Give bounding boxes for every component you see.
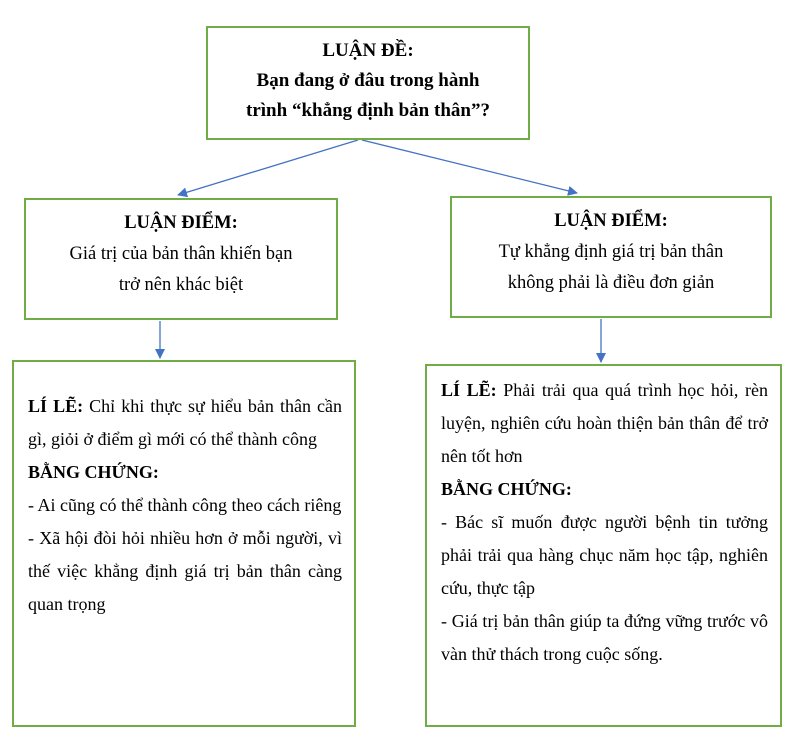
right-reason-label: LÍ LẼ: — [441, 380, 497, 400]
right-detail-box — [425, 364, 782, 727]
left-argument-line-2: trở nên khác biệt — [118, 275, 244, 295]
thesis-label: LUẬN ĐỀ: — [322, 40, 414, 61]
left-argument-line-1: Giá trị của bản thân khiến bạn — [69, 244, 293, 264]
left-argument-box — [24, 198, 338, 320]
left-reason — [28, 390, 342, 456]
thesis-box — [206, 26, 530, 140]
right-argument-label: LUẬN ĐIỂM: — [554, 211, 668, 231]
thesis-line-1: Bạn đang ở đâu trong hành — [256, 70, 480, 91]
left-argument-label: LUẬN ĐIỂM: — [124, 213, 238, 233]
left-reason-text: Chỉ khi thực sự hiểu bản thân cần gì, giỏi ở điểm gì mới có thể thành công — [28, 396, 342, 449]
left-reason-label: LÍ LẼ: — [28, 396, 84, 416]
left-evidence-item-1: - Ai cũng có thể thành công theo cách riêng — [28, 495, 342, 515]
right-evidence-item-2: - Giá trị bản thân giúp ta đứng vững trước vô vàn thử thách trong cuộc sống. — [441, 611, 768, 664]
right-reason-text: Phải trải qua quá trình học hỏi, rèn luyện, nghiên cứu hoàn thiện bản thân để trở nên tốt hơn — [441, 380, 768, 466]
arrow-thesis-to-left — [178, 140, 358, 195]
left-evidence-item-2: - Xã hội đòi hỏi nhiều hơn ở mỗi người, vì thế việc khẳng định giá trị bản thân càng quan trọng — [28, 528, 342, 614]
right-argument-line-1: Tự khẳng định giá trị bản thân — [498, 242, 724, 262]
right-evidence-item-1: - Bác sĩ muốn được người bệnh tin tưởng phải trải qua hàng chục năm học tập, nghiên cứu, thực tập — [441, 512, 768, 598]
arrow-thesis-to-right — [362, 140, 577, 193]
thesis-line-2: trình “khẳng định bản thân”? — [246, 100, 490, 121]
right-reason — [441, 374, 768, 473]
right-argument-box — [450, 196, 772, 318]
left-evidence-label: BẰNG CHỨNG: — [28, 462, 159, 482]
left-detail-box — [12, 360, 356, 727]
right-argument-line-2: không phải là điều đơn giản — [507, 273, 715, 293]
right-evidence-label: BẰNG CHỨNG: — [441, 479, 572, 499]
